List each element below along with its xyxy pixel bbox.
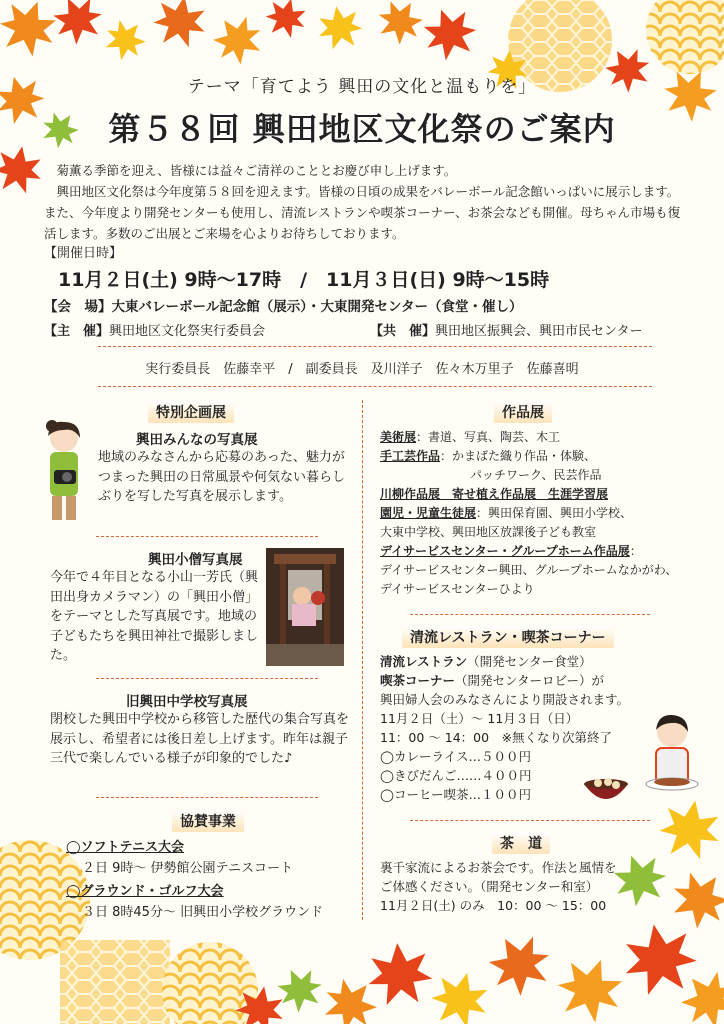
school-exhibit-title: 旧興田中学校写真展 (126, 694, 248, 710)
day-row (380, 542, 710, 561)
host-label: 【主 催】 (44, 324, 110, 339)
restaurant-hours: 11：00 〜 14：00 ※無くなり次第終了 (380, 730, 613, 745)
works-list (380, 428, 710, 599)
kids-text: ：興田保育園、興田小学校、 (476, 506, 633, 520)
golf-title: ◯グラウンド・ゴルフ大会 (66, 884, 224, 899)
restaurant-place: （開発センター食堂） (467, 654, 592, 669)
cafe-name: 喫茶コーナー (380, 673, 456, 688)
kids-row (380, 504, 710, 523)
restaurant-row-2 (380, 671, 710, 690)
venue-label: 【会 場】 (44, 299, 112, 315)
day-row-3: デイサービスセンターひより (380, 582, 535, 596)
tea-text-2: ご体感ください。（開発センター和室） (380, 879, 599, 894)
schedule-label: 【開催日時】 (44, 246, 123, 261)
restaurant-name: 清流レストラン (380, 654, 468, 669)
craft-row-2: パッチワーク、民芸作品 (470, 468, 602, 482)
event-dates: 11月２日(土) 9時〜17時 / 11月３日(日) 9時〜15時 (58, 269, 550, 291)
sponsor-heading: 協賛事業 (172, 810, 244, 832)
tea-text-1: 裏千家流によるお茶会です。作法と風情を (380, 860, 617, 875)
special-heading: 特別企画展 (148, 401, 234, 423)
intro-paragraph-2: 興田地区文化祭は今年度第５８回を迎えます。皆様の日頃の成果をバレーボール記念館いっぱいに展示します。また、今年度より開発センターも使用し、清流レストランや喫茶コーナー、お茶会なども開催。母ちゃん市場も復活します。多数のご出展とご来場を心よりお待ちしております。 (44, 184, 681, 241)
art-row (380, 428, 710, 447)
restaurant-dates: 11月２日（土）〜 11月３日（日） (380, 711, 579, 726)
cohost-row (370, 320, 643, 339)
art-label: 美術展 (380, 430, 417, 444)
divider (410, 820, 650, 821)
divider (410, 614, 650, 615)
menu-item: ◯カレーライス…５００円 (380, 749, 531, 764)
tea-time: 11月２日(土) のみ 10：00 〜 15：00 (380, 898, 607, 913)
column-divider (362, 400, 363, 920)
kids-row-2: 大東中学校、興田地区放課後子ども教室 (380, 525, 597, 539)
tennis-title: ◯ソフトテニス大会 (66, 840, 185, 855)
cafe-place: （開発センターロビー）が (455, 673, 605, 688)
divider (96, 797, 318, 798)
photo-exhibit-title: 興田みんなの写真展 (136, 432, 258, 448)
cook-illustration (640, 712, 704, 798)
divider (98, 386, 652, 387)
craft-text: ：かまばた織り作品・体験、 (440, 449, 597, 463)
restaurant-row-1 (380, 652, 710, 671)
host-text: 興田地区文化祭実行委員会 (109, 324, 266, 339)
divider (96, 536, 318, 537)
tea-info (380, 858, 700, 915)
photographer-illustration (34, 418, 94, 524)
venue-text: 大東バレーボール記念館（展示）・大東開発センター（食堂・催し） (111, 299, 523, 315)
photo-exhibit-text: 地域のみなさんから応募のあった、魅力がつまった興田の日常風景や何気ない暮らしぶりを写した写真を展示します。 (98, 450, 346, 504)
page-title: 第５８回 興田地区文化祭のご案内 (108, 110, 616, 148)
tea-heading: 茶 道 (492, 832, 550, 854)
school-exhibit-text: 閉校した興田中学校から移管した歴代の集合写真を展示し、希望者には後日差し上げます。昨年は親子三代で楽しんでいる様子が印象的でした♪ (50, 712, 350, 766)
art-text: ：書道、写真、陶芸、木工 (416, 430, 561, 444)
cohost-text: 興田地区振興会、興田市民センター (435, 324, 643, 339)
kozo-exhibit-text: 今年で４年目となる小山一芳氏（興田出身カメラマン）の「興田小僧」をテーマとした写真展です。地域の子どもたちを興田神社で撮影しました。 (50, 570, 259, 663)
kozo-exhibit-title: 興田小僧写真展 (148, 552, 243, 568)
menu-item: ◯コーヒー喫茶…１００円 (380, 787, 531, 802)
venue-row (44, 295, 522, 315)
menu-item: ◯きびだんご……４００円 (380, 768, 532, 783)
host-row (44, 320, 265, 339)
kids-label: 園児・児童生徒展 (380, 506, 477, 520)
dango-bowl-illustration (582, 774, 630, 810)
intro-text (44, 160, 684, 244)
day-label: デイサービスセンター・グループホーム作品展 (380, 544, 630, 558)
senryu-row: 川柳作品展 寄せ植え作品展 生涯学習展 (380, 487, 609, 501)
day-text: ： (629, 544, 642, 558)
divider (96, 678, 318, 679)
tennis-detail: ２日 9時〜 伊勢館公園テニスコート (82, 861, 294, 876)
restaurant-row-3: 興田婦人会のみなさんにより開設されます。 (380, 692, 630, 707)
divider (98, 346, 652, 347)
cohost-label: 【共 催】 (370, 324, 436, 339)
craft-row (380, 447, 710, 466)
day-row-2: デイサービスセンター興田、グループホームなかがわ、 (380, 563, 678, 577)
works-heading: 作品展 (494, 401, 552, 423)
restaurant-heading: 清流レストラン・喫茶コーナー (402, 626, 614, 648)
theme-line: テーマ「育てよう 興田の文化と温もりを」 (187, 77, 537, 97)
golf-detail: ３日 8時45分〜 旧興田小学校グラウンド (82, 905, 324, 920)
intro-paragraph-1: 菊薫る季節を迎え、皆様には益々ご清祥のこととお慶び申し上げます。 (56, 163, 457, 178)
craft-label: 手工芸作品 (380, 449, 441, 463)
committee-line: 実行委員長 佐藤幸平 / 副委員長 及川洋子 佐々木万里子 佐藤喜明 (145, 362, 579, 377)
kozo-photo (266, 548, 344, 666)
